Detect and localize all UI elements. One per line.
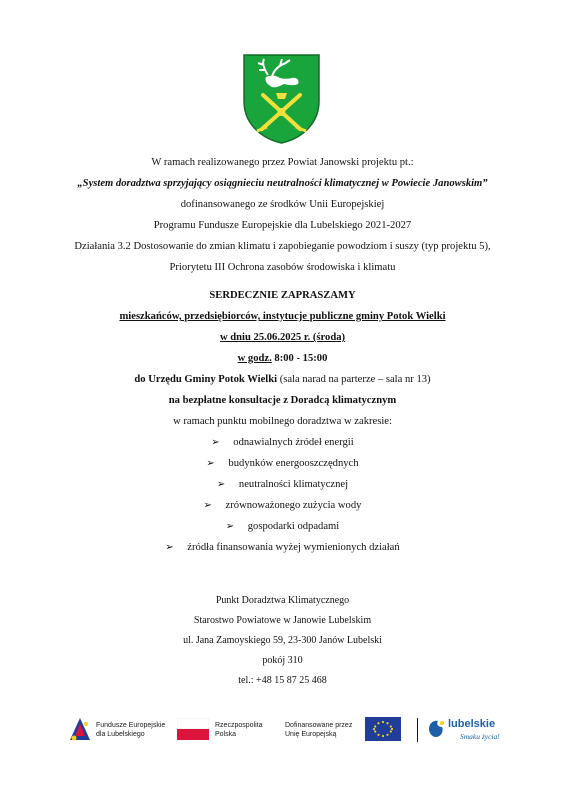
place-details: (sala narad na parterze – sala nr 13) [277, 374, 431, 385]
arrow-bullet-icon: ➢ [211, 437, 220, 448]
topic-label: odnawialnych źródeł energii [233, 437, 354, 448]
intro-line: W ramach realizowanego przez Powiat Janowski projektu pt.: [151, 157, 414, 168]
list-item [0, 436, 565, 450]
rp-logo [177, 710, 267, 750]
coat-of-arms-icon [242, 53, 321, 145]
eu-line2: Unię Europejską [285, 730, 337, 738]
funding-line: dofinansowanego ze środków Unii Europejskiej [180, 199, 385, 210]
invite-audience: mieszkańców, przedsiębiorców, instytucje publiczne gminy Potok Wielki [119, 311, 446, 322]
project-title: „System doradztwa sprzyjający osiągnieciu neutralności klimatycznej w Powiecie Janowskim” [77, 178, 488, 189]
invite-heading: SERDECZNIE ZAPRASZAMY [209, 290, 356, 301]
list-item [0, 520, 565, 534]
contact-office: Punkt Doradztwa Klimatycznego [215, 595, 350, 606]
invite-consult: na bezpłatne konsultacje z Doradcą klimatycznym [168, 395, 397, 406]
place-name: do Urzędu Gminy Potok Wielki [134, 374, 278, 385]
topic-label: gospodarki odpadami [247, 521, 340, 532]
polish-flag-icon [177, 718, 209, 740]
lubelskie-logo [426, 710, 516, 750]
invite-place [0, 373, 565, 387]
lubelskie-name: lubelskie [448, 718, 496, 730]
contact-address: ul. Jana Zamoyskiego 59, 23-300 Janów Lubelski [183, 635, 382, 646]
contact-institution: Starostwo Powiatowe w Janowie Lubelskim [193, 615, 372, 626]
lubelskie-slogan: Smaku życia! [460, 732, 500, 741]
fe-line1: Fundusze Europejskie [96, 722, 166, 729]
eu-line1: Dofinansowane przez [285, 722, 353, 729]
list-item [0, 478, 565, 492]
funding-logos-bar [60, 710, 520, 750]
arrow-bullet-icon: ➢ [216, 479, 226, 490]
eu-flag-icon [365, 717, 401, 741]
priority-line: Priorytetu III Ochrona zasobów środowiska i klimatu [169, 262, 396, 273]
invite-time [0, 352, 565, 366]
list-item [0, 457, 565, 471]
contact-room: pokój 310 [262, 655, 303, 666]
arrow-bullet-icon: ➢ [225, 521, 235, 532]
arrow-bullet-icon: ➢ [206, 458, 215, 469]
eu-logo [285, 710, 425, 750]
rp-line1: Rzeczpospolita [215, 722, 263, 729]
list-item [0, 541, 565, 555]
list-item [0, 499, 565, 513]
topic-label: neutralności klimatycznej [238, 479, 349, 490]
invite-date: w dniu 25.06.2025 r. (środa) [219, 332, 346, 343]
fe-star-icon [68, 716, 92, 742]
time-prefix: w godz. [237, 353, 272, 364]
rp-line2: Polska [215, 730, 237, 738]
fe-logo [68, 710, 178, 750]
topic-label: źródła finansowania wyżej wymienionych działań [187, 542, 400, 553]
action-line: Działania 3.2 Dostosowanie do zmian klimatu i zapobieganie powodziom i suszy (typ projektu 5), [74, 241, 491, 252]
program-line: Programu Fundusze Europejskie dla Lubelskiego 2021-2027 [153, 220, 412, 231]
arrow-bullet-icon: ➢ [165, 542, 174, 553]
contact-phone: tel.: +48 15 87 25 468 [238, 675, 327, 686]
topic-label: zrównoważonego zużycia wody [225, 500, 362, 511]
scope-intro: w ramach punktu mobilnego doradztwa w zakresie: [173, 416, 392, 427]
logo-divider [417, 718, 418, 742]
arrow-bullet-icon: ➢ [203, 500, 212, 511]
fe-line2: dla Lubelskiego [96, 730, 145, 738]
lubelskie-emblem-icon [426, 718, 448, 740]
topic-label: budynków energooszczędnych [228, 458, 359, 469]
time-value: 8:00 - 15:00 [271, 353, 328, 364]
